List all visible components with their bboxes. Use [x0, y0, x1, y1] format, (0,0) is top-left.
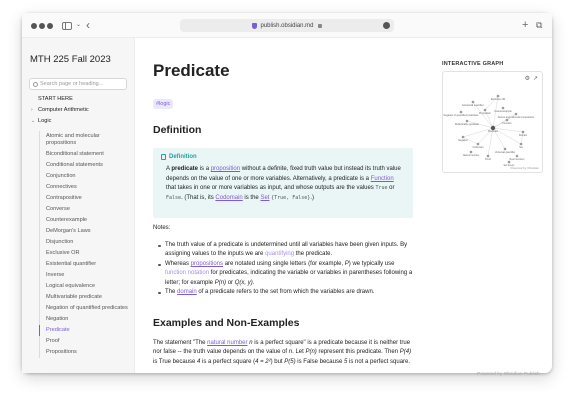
graph-node[interactable] [472, 101, 475, 104]
graph-node-label: Negation of quantified predicates [443, 114, 479, 117]
list-item [153, 288, 415, 297]
text: that takes in one or more variables as input, and whose outputs are the values [166, 185, 376, 191]
right-pane [427, 38, 552, 377]
nav-item-conjunction[interactable]: Conjunction [39, 171, 135, 182]
interactive-graph[interactable] [442, 71, 543, 173]
graph-node[interactable] [508, 161, 511, 164]
math: 5 [343, 358, 348, 365]
url-text: publish.obsidian.md [260, 22, 314, 29]
new-tab-icon[interactable]: + [522, 19, 529, 31]
nav-item-counterexample[interactable]: Counterexample [39, 215, 135, 226]
nav-item-label: Logic [38, 118, 52, 124]
text: .) [310, 194, 314, 201]
callout-title [161, 154, 405, 160]
tag-logic[interactable]: #logic [153, 99, 173, 109]
site-title[interactable]: MTH 225 Fall 2023 [30, 54, 111, 65]
graph-node-label: Negation [458, 139, 468, 142]
graph-node-label: Natural number [462, 154, 480, 157]
callout-title-text: Definition [169, 154, 197, 160]
graph-node-label: Real numbers [509, 158, 525, 161]
graph-node-label: Codomain [472, 146, 484, 149]
graph-node-label: Multivariable predicate [455, 123, 479, 126]
text: Whereas [165, 261, 191, 268]
back-icon[interactable]: ‹ [86, 18, 90, 32]
clipboard-icon [161, 154, 166, 160]
math: Q(x, y) [234, 279, 253, 286]
nav-item-label: Computer Arithmetic [38, 107, 89, 113]
code-true: True [375, 185, 388, 191]
graph-node-label: Set theory [503, 164, 515, 167]
graph-footer: Powered by Obsidian [510, 166, 539, 170]
examples-heading: Examples and Non-Examples [153, 317, 300, 329]
graph-node-label: Set [519, 146, 523, 149]
graph-node-label: Counterexample [494, 110, 512, 113]
chevron-down-icon[interactable]: ⌄ [76, 22, 82, 28]
graph-node[interactable] [502, 107, 505, 110]
bold-term: predicate [171, 166, 199, 172]
nav-item-conditional-statements[interactable]: Conditional statements [39, 160, 135, 171]
math: n [288, 349, 293, 356]
text: is not a perfect square. [347, 358, 411, 365]
reader-icon[interactable] [383, 22, 390, 29]
sidebar [22, 38, 135, 373]
graph-node[interactable] [466, 120, 469, 123]
math: n [249, 340, 253, 346]
nav-folder-computer-arithmetic[interactable] [22, 105, 135, 116]
graph-node[interactable] [522, 131, 525, 134]
nav-item-existential-quantifier[interactable]: Existential quantifier [39, 259, 135, 270]
nav-item-negation[interactable]: Negation [39, 314, 135, 325]
text: is True because [153, 358, 198, 365]
link-function[interactable]: Function [370, 175, 394, 182]
link-natural-number[interactable]: natural number [207, 340, 248, 346]
code-false: False [166, 194, 182, 201]
list-item [153, 241, 415, 260]
close-window-icon[interactable] [31, 23, 37, 29]
link-proposition[interactable]: proposition [210, 166, 241, 172]
address-bar[interactable] [180, 19, 394, 32]
browser-toolbar [22, 13, 552, 38]
nav-item-multivariable-predicate[interactable]: Multivariable predicate [39, 292, 135, 303]
text: . Let [292, 349, 306, 356]
text: . (That is, its [181, 194, 216, 201]
graph-node[interactable] [460, 111, 463, 114]
text: or [387, 185, 395, 191]
math: P(n) [214, 279, 227, 286]
graph-node-label: Proof [485, 158, 491, 161]
chevron-right-icon: › [31, 107, 33, 113]
link-propositions[interactable]: propositions [190, 261, 224, 268]
shield-icon [252, 23, 257, 29]
graph-node-label: Proposition [479, 112, 491, 115]
math: P(n) [305, 349, 317, 356]
text: is False because [295, 358, 344, 365]
graph-controls [525, 75, 538, 82]
powered-by[interactable]: Powered by Obsidian Publish [477, 372, 540, 377]
sidebar-toggle-icon[interactable] [62, 22, 72, 30]
link-function-notation[interactable]: function notation [165, 270, 210, 277]
text: for predicates, indicating the variable or variables in parentheses following a letter; for example [165, 270, 413, 286]
graph-node[interactable] [504, 148, 507, 151]
graph-node[interactable] [477, 143, 480, 146]
graph-node-label: Universal quantifier [494, 151, 516, 154]
link-codomain[interactable]: Codomain [215, 194, 243, 201]
text: A [166, 166, 172, 172]
text: is a perfect square ( [200, 358, 256, 365]
nav-item-negation-of-quantified-predicates[interactable]: Negation of quantified predicates [39, 303, 135, 314]
math: P [344, 261, 349, 268]
graph-node-label: Domain [518, 134, 528, 137]
graph-node-label: Atomic and molecular propositions [497, 116, 535, 119]
math: 4 [197, 358, 201, 365]
text: are notated using single letters (for example, [223, 261, 345, 268]
list-item [153, 260, 415, 288]
code-set: {True, False} [271, 194, 311, 201]
math: P(4) [399, 349, 412, 356]
graph-node[interactable] [506, 119, 509, 122]
nav-item-proof[interactable]: Proof [39, 336, 135, 347]
tab-overview-icon[interactable]: ⧉ [536, 20, 543, 30]
nav-item-exclusive-or[interactable]: Exclusive OR [39, 248, 135, 259]
graph-node-label: Predicate [487, 130, 499, 133]
math: P(5) [284, 358, 296, 365]
notes-label: Notes: [153, 225, 171, 231]
browser-window [22, 13, 552, 377]
graph-node-label: Existential quantifier [462, 104, 484, 107]
graph-settings-icon[interactable]: ⚙ [524, 76, 530, 82]
graph-node[interactable] [515, 113, 518, 116]
graph-node[interactable] [484, 109, 487, 112]
text: The [165, 289, 178, 296]
text: ) but [270, 358, 285, 365]
text: . [252, 279, 255, 286]
search-icon [33, 82, 38, 87]
text: is the [242, 194, 261, 201]
nav-item-start-here[interactable] [22, 94, 135, 105]
nav-item-atomic-and-molecular-propositions[interactable]: Atomic and molecular propositions [39, 131, 135, 149]
expand-graph-icon[interactable]: ↗ [532, 76, 538, 82]
text: The statement "The [153, 340, 208, 346]
zoom-window-icon[interactable] [47, 23, 53, 29]
text: or [226, 279, 235, 286]
math: 4 = 2² [255, 358, 271, 365]
main-content [136, 38, 426, 373]
page-title: Predicate [153, 61, 230, 80]
nav-item-biconditional-statement[interactable]: Biconditional statement [39, 149, 135, 160]
nav-item-connectives[interactable]: Connectives [39, 182, 135, 193]
nav-item-propositions[interactable]: Propositions [39, 347, 135, 358]
lock-icon [318, 24, 322, 28]
notes-list [153, 241, 415, 298]
graph-canvas[interactable] [443, 72, 544, 174]
link-domain[interactable]: domain [177, 289, 197, 296]
nav-item-converse[interactable]: Converse [39, 204, 135, 215]
nav-item-predicate[interactable]: Predicate [39, 325, 135, 336]
nav-item-label: START HERE [38, 96, 73, 102]
definition-heading: Definition [153, 124, 202, 136]
graph-title: INTERACTIVE GRAPH [442, 61, 504, 67]
text: the predicate. [294, 251, 333, 258]
text: ) we typically use [348, 261, 395, 268]
nav-item-contrapositive[interactable]: Contrapositive [39, 193, 135, 204]
file-explorer [22, 94, 135, 358]
graph-node[interactable] [470, 151, 473, 154]
graph-node[interactable] [497, 95, 500, 98]
nav-item-inverse[interactable]: Inverse [39, 270, 135, 281]
minimize-window-icon[interactable] [39, 23, 45, 29]
example-paragraph [153, 339, 415, 367]
graph-node-label: Function [502, 122, 512, 125]
text: The truth value of a predicate is undetermined until all variables have been given inputs. By assigning values to the inputs we are [165, 242, 408, 258]
text: is a [198, 166, 211, 172]
text: is a perfect square" is a predicate because it is neither true nor false -- the truth value depends on the value of [153, 340, 411, 356]
graph-node[interactable] [487, 155, 490, 158]
callout-body [161, 165, 405, 203]
nav-folder-logic[interactable] [22, 116, 135, 127]
text: of a predicate refers to the set from which the variables are drawn. [196, 289, 375, 296]
nav-item-disjunction[interactable]: Disjunction [39, 237, 135, 248]
chevron-down-icon: ⌄ [31, 118, 36, 124]
link-set[interactable]: Set [260, 194, 270, 201]
text: represent this predicate. Then [316, 349, 400, 356]
nav-item-demorgans-laws[interactable]: DeMorgan's Laws [39, 226, 135, 237]
graph-node[interactable] [462, 136, 465, 139]
search-input[interactable] [29, 78, 127, 90]
text: without a definite, fixed truth value but instead its truth value depends on the value of one or more variables. Alternatively, a predicate is a [166, 166, 401, 182]
nav-item-logical-equivalence[interactable]: Logical equivalence [39, 281, 135, 292]
link-quantifying[interactable]: quantifying [265, 251, 295, 258]
graph-node-label: Exclusive OR [490, 98, 506, 101]
graph-node[interactable] [520, 143, 523, 146]
search-placeholder: Search page or heading... [40, 81, 104, 87]
graph-node[interactable] [516, 155, 519, 158]
definition-callout [153, 148, 413, 218]
